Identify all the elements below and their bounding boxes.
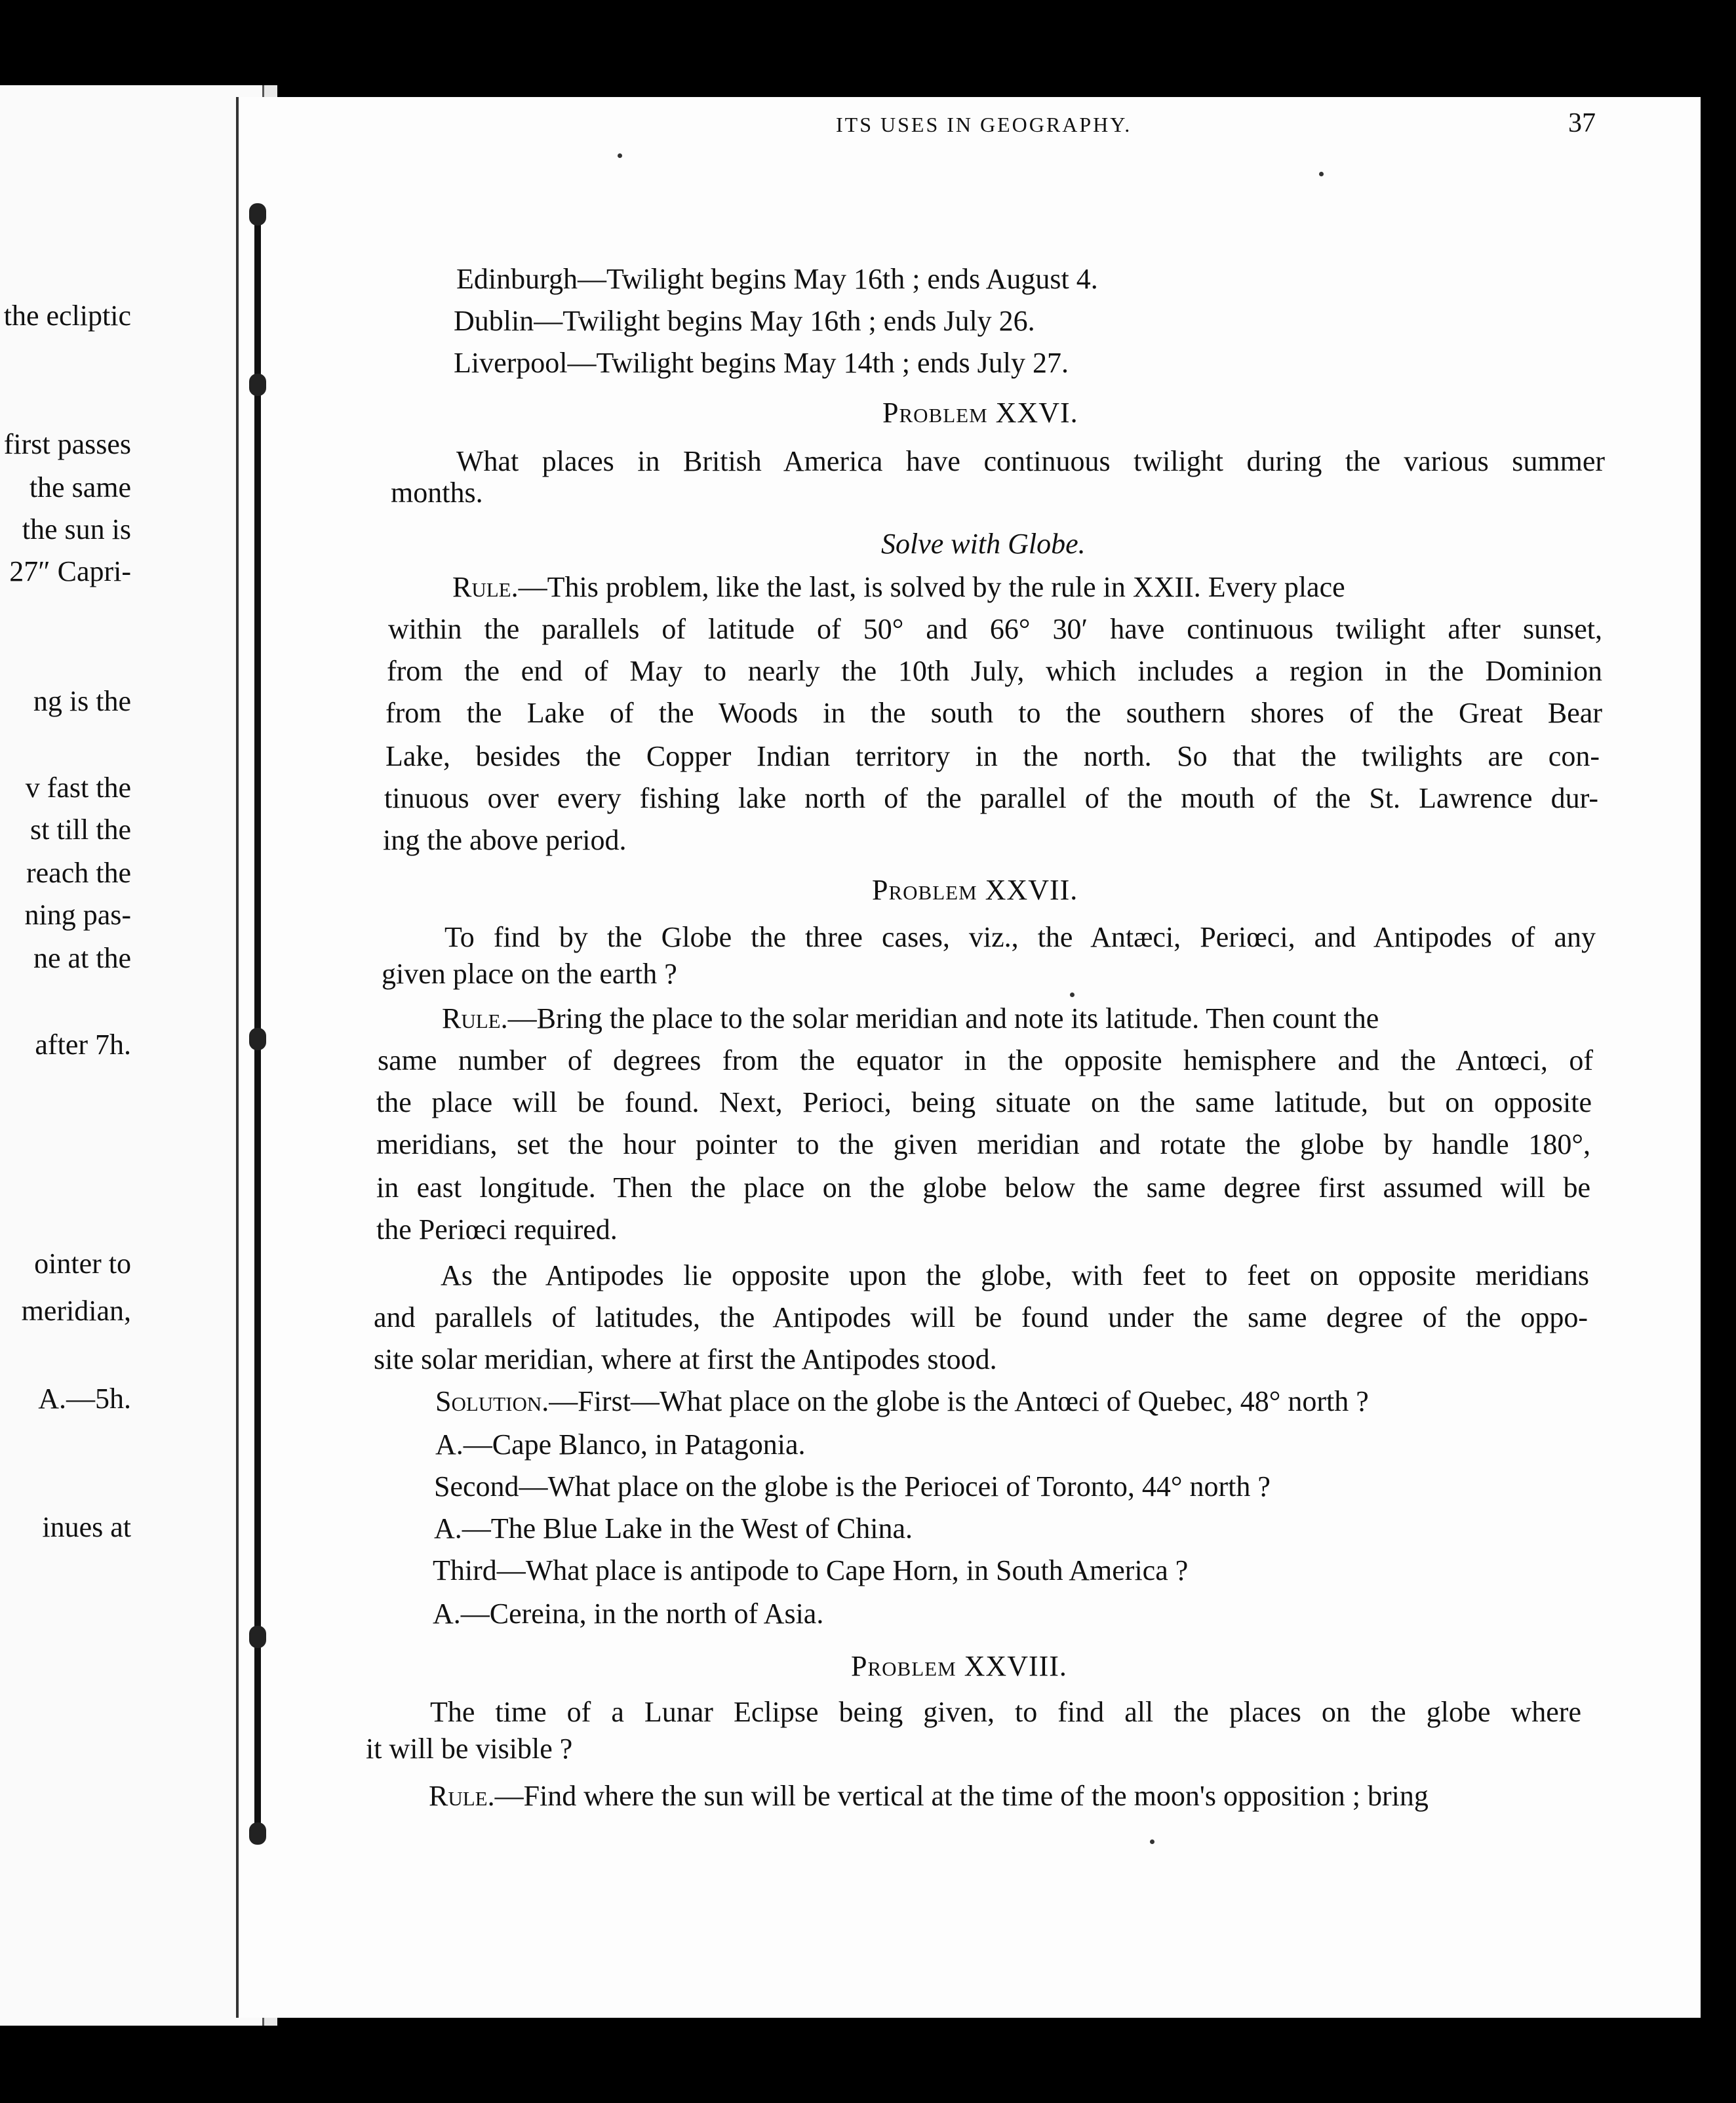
left-page-fragment: inues at [42,1511,131,1543]
problem-question: What places in British America have continuous twilight during the various summer [456,445,1605,477]
solution-line: Second—What place on the globe is the Periocei of Toronto, 44° north ? [434,1470,1271,1503]
problem-question: given place on the earth ? [382,958,677,990]
binding-knot [249,1028,266,1050]
answer-line: A.—The Blue Lake in the West of China. [434,1512,913,1544]
rule-text: tinuous over every fishing lake north of the parallel of the mouth of the St. Lawrence dur- [384,782,1598,814]
left-page-fragment: v fast the [25,772,131,804]
left-page-fragment: ointer to [34,1248,131,1280]
problem-heading: Problem XXVIII. [851,1650,1067,1682]
solve-note: Solve with Globe. [881,528,1086,560]
problem-heading: Problem XXVI. [882,397,1078,429]
rule-paragraph [429,1782,1429,1811]
left-page-fragment: reach the [26,857,131,889]
antipodes-paragraph: As the Antipodes lie opposite upon the globe, with feet to feet on opposite meridians [441,1259,1589,1291]
rule-text: from the Lake of the Woods in the south to the southern shores of the Great Bear [385,697,1602,729]
rule-label: Rule. [452,571,519,603]
rule-label: Rule. [429,1780,495,1812]
left-page-fragment: ne at the [33,942,131,974]
rule-text: —This problem, like the last, is solved by the rule in XXII. Every place [518,571,1345,603]
rule-text: Lake, besides the Copper Indian territory in the north. So that the twilights are con- [385,740,1600,772]
rule-paragraph [442,1004,1379,1033]
antipodes-paragraph: site solar meridian, where at first the Antipodes stood. [374,1343,997,1375]
rule-text: —Bring the place to the solar meridian and note its latitude. Then count the [507,1002,1379,1034]
left-page-fragment: after 7h. [35,1029,131,1061]
left-page-fragment: the ecliptic [3,300,131,332]
left-page-fragment: the same [29,471,131,503]
rule-text: meridians, set the hour pointer to the given meridian and rotate the globe by handle 180°, [376,1128,1590,1160]
solution-line: Third—What place is antipode to Cape Horn, in South America ? [433,1554,1189,1586]
solution-text: —First—What place on the globe is the Antœci of Quebec, 48° north ? [549,1385,1369,1417]
binding-thread [254,203,261,1829]
left-page-fragment: meridian, [21,1295,131,1327]
rule-text: the place will be found. Next, Perioci, being situate on the same latitude, but on opposite [376,1086,1592,1118]
rule-text: from the end of May to nearly the 10th July, which includes a region in the Dominion [387,655,1602,687]
rule-label: Rule. [442,1002,508,1034]
rule-text: —Find where the sun will be vertical at the time of the moon's opposition ; bring [494,1780,1429,1812]
rule-text: same number of degrees from the equator in the opposite hemisphere and the Antœci, of [378,1044,1593,1076]
rule-text: within the parallels of latitude of 50° and 66° 30′ have continuous twilight after sunset, [388,613,1602,645]
left-page-fragment: first passes [3,428,131,460]
page-number: 37 [1568,108,1596,138]
binding-knot [249,374,266,396]
problem-question: it will be visible ? [366,1733,573,1765]
answer-line: A.—Cereina, in the north of Asia. [433,1598,824,1630]
twilight-line: Edinburgh—Twilight begins May 16th ; ends August 4. [456,263,1098,295]
solution-line [435,1387,1369,1416]
left-page-fragment: ng is the [33,685,131,717]
twilight-line: Dublin—Twilight begins May 16th ; ends July 26. [454,305,1035,337]
rule-text: ing the above period. [383,824,627,856]
answer-line: A.—Cape Blanco, in Patagonia. [435,1428,806,1461]
problem-question: months. [391,477,483,509]
problem-question: To find by the Globe the three cases, viz., the Antæci, Periœci, and Antipodes of any [444,921,1596,953]
left-page-fragment: 27″ Capri- [9,555,131,587]
antipodes-paragraph: and parallels of latitudes, the Antipodes will be found under the same degree of the oppo- [374,1301,1588,1333]
left-page-fragment: the sun is [22,513,131,545]
left-page-fragment: ning pas- [24,899,131,931]
binding-knot [249,1626,266,1648]
binding-knot [249,1822,266,1845]
left-page-fragment: A.—5h. [38,1383,131,1415]
left-page-fragment: st till the [30,814,131,846]
problem-heading: Problem XXVII. [872,874,1078,906]
twilight-line: Liverpool—Twilight begins May 14th ; ends July 27. [454,347,1069,379]
binding-knot [249,203,266,226]
running-head: ITS USES IN GEOGRAPHY. [836,113,1132,136]
problem-question: The time of a Lunar Eclipse being given, to find all the places on the globe where [430,1696,1581,1728]
rule-text: in east longitude. Then the place on the globe below the same degree first assumed will be [376,1171,1590,1204]
previous-page-edge [0,85,262,2026]
rule-paragraph [452,573,1345,602]
rule-text: the Periœci required. [376,1213,618,1246]
solution-label: Solution. [435,1385,549,1417]
